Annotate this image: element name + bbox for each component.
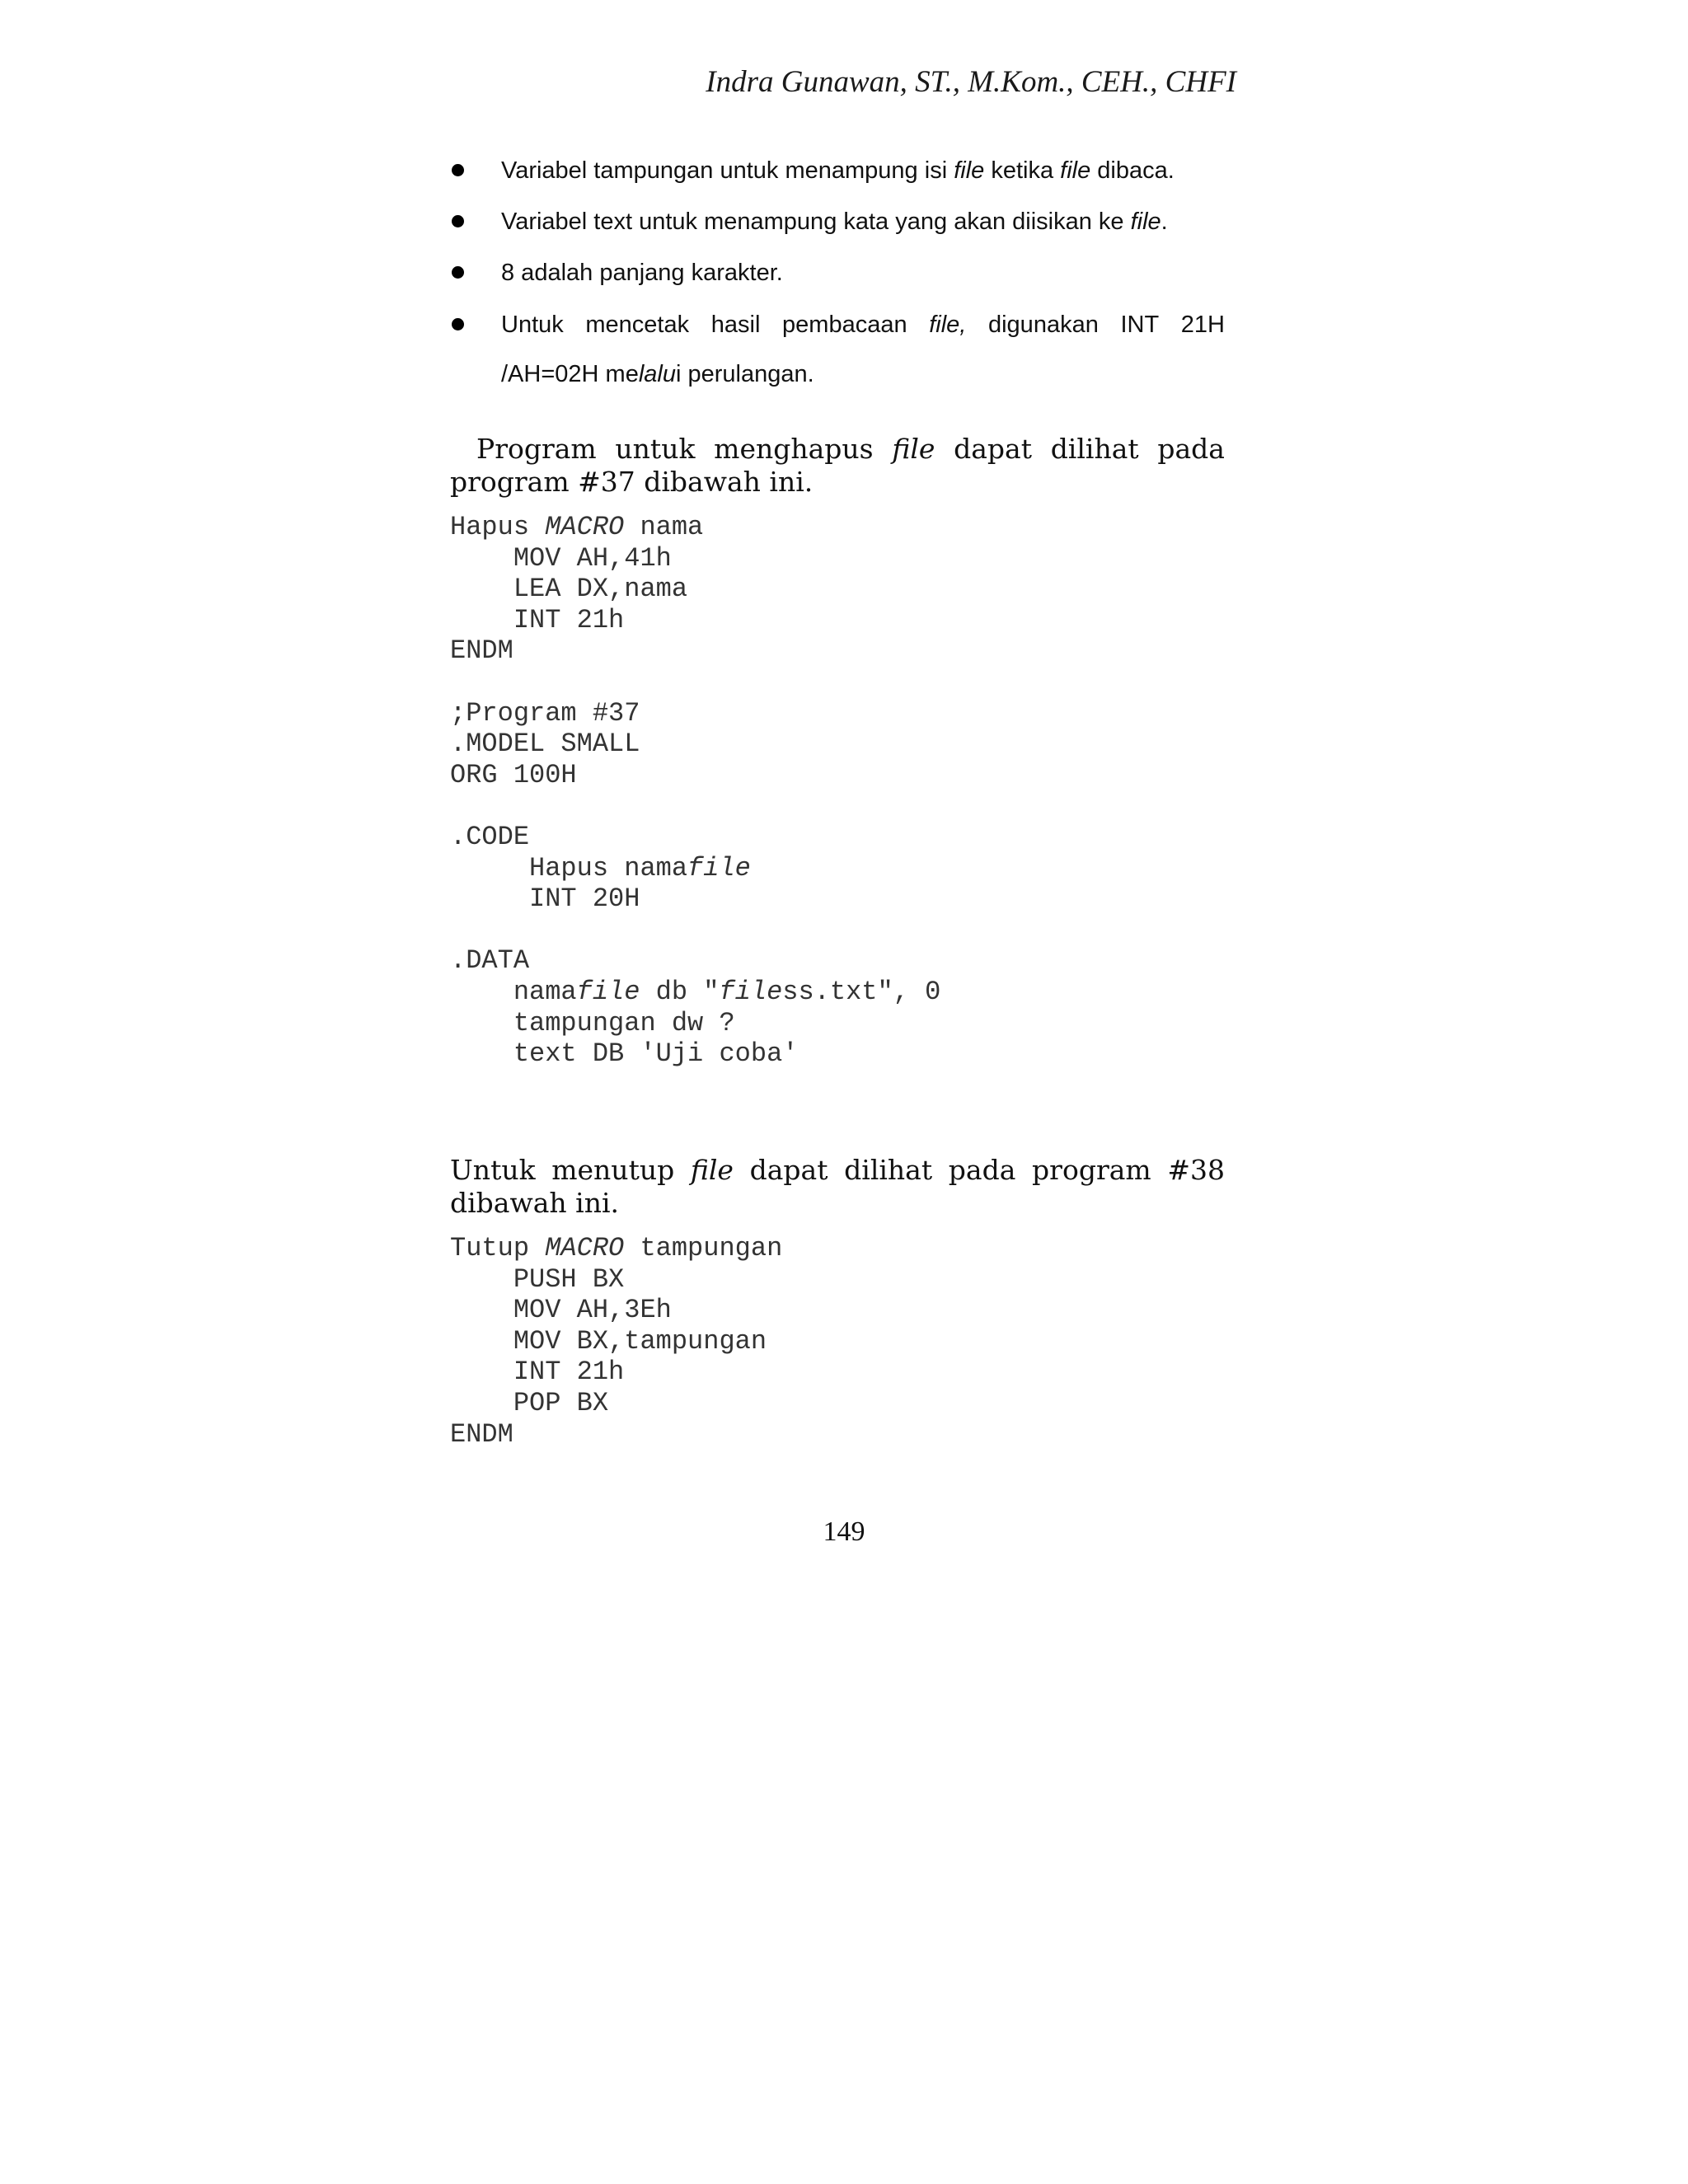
- code-line: LEA DX,nama: [450, 574, 688, 605]
- bullet-list: [450, 157, 1225, 422]
- bullet-icon: [452, 266, 464, 279]
- list-item: Variabel text untuk menampung kata yang akan diisikan ke file.: [450, 208, 1225, 236]
- code-line: POP BX: [450, 1387, 609, 1418]
- code-line: .CODE: [450, 821, 530, 852]
- page-number: 149: [823, 1516, 865, 1547]
- list-item: 8 adalah panjang karakter.: [450, 259, 1225, 287]
- running-header-author: Indra Gunawan, ST., M.Kom., CEH., CHFI: [706, 65, 1236, 99]
- code-line: MOV BX,tampungan: [450, 1325, 767, 1357]
- bullet-icon: [452, 318, 464, 330]
- code-line: PUSH BX: [450, 1263, 625, 1295]
- paragraph-line: Program untuk menghapus file dapat dilihat pada: [476, 433, 1225, 465]
- paragraph-line: dibawah ini.: [450, 1187, 619, 1219]
- bullet-icon: [452, 215, 464, 227]
- code-line: Tutup MACRO tampungan: [450, 1233, 783, 1263]
- code-line: ENDM: [450, 635, 513, 667]
- code-line: ORG 100H: [450, 759, 577, 790]
- code-line: INT 20H: [450, 883, 640, 915]
- code-line: .DATA: [450, 945, 530, 977]
- code-line: ENDM: [450, 1418, 513, 1450]
- code-line: INT 21h: [450, 1357, 625, 1388]
- code-listing: [450, 1233, 782, 1450]
- list-item: Variabel tampungan untuk menampung isi file ketika file dibaca.: [450, 157, 1225, 185]
- list-item: [450, 300, 1225, 399]
- code-line: Hapus MACRO nama: [450, 512, 704, 542]
- code-line: INT 21h: [450, 604, 625, 635]
- paragraph-line: Untuk menutup file dapat dilihat pada program #38: [450, 1154, 1225, 1186]
- code-line: Hapus namafile: [450, 852, 751, 883]
- bullet-icon: [452, 164, 464, 176]
- code-line: tampungan dw ?: [450, 1007, 735, 1038]
- code-line-blank: [450, 667, 940, 698]
- code-line: ;Program #37: [450, 697, 640, 729]
- list-item-line: Untuk mencetak hasil pembacaan file, digunakan INT 21H: [501, 312, 1225, 338]
- code-line-blank: [450, 790, 940, 822]
- body-paragraph: [450, 1154, 1225, 1220]
- code-line: text DB 'Uji coba': [450, 1038, 799, 1070]
- code-line: MOV AH,41h: [450, 542, 672, 574]
- code-line: namafile db "filess.txt", 0: [450, 976, 941, 1007]
- code-line-blank: [450, 915, 940, 946]
- code-listing: [450, 512, 940, 1070]
- paragraph-line: program #37 dibawah ini.: [450, 466, 814, 498]
- code-line: MOV AH,3Eh: [450, 1295, 672, 1326]
- body-paragraph: [450, 433, 1225, 499]
- code-line: .MODEL SMALL: [450, 729, 640, 760]
- list-item-line: /AH=02H melalui perulangan.: [501, 361, 814, 387]
